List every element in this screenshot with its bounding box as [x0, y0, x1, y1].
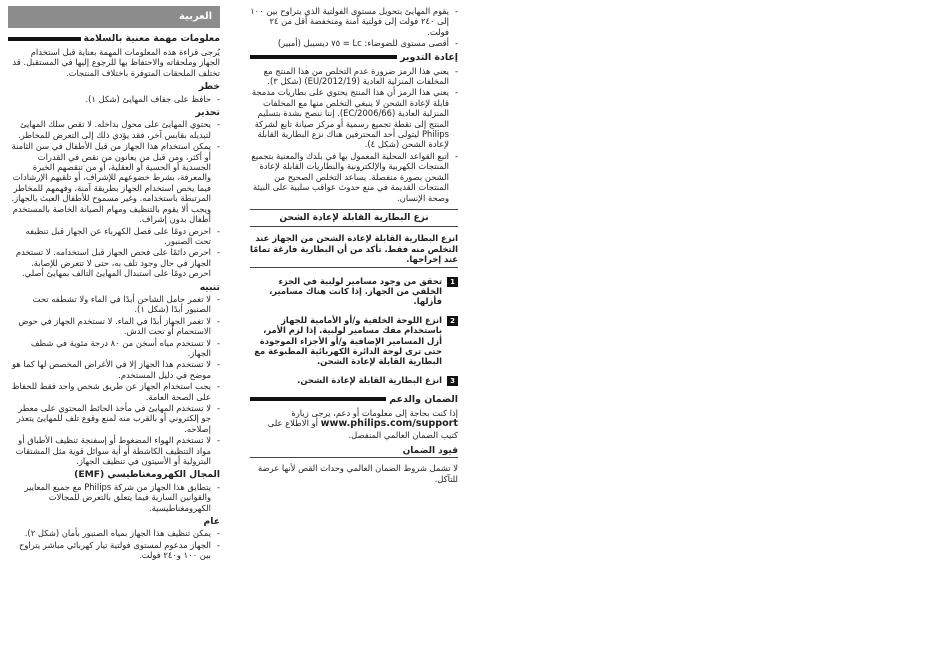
danger-list — [8, 94, 220, 104]
list-item: - اتبع القواعد المحلية المعمول بها في بلدك والمعنية بتجميع المنتجات الكهربية والإلكترونية والبطاريات القابلة لإعادة الشحن بصورة منفصلة. يساعد التخلص الصحيح من المنتجات القديمة في منع حدوث عواقب سلبية على البيئة وصحة الإنسان. — [250, 151, 458, 203]
battery-title: نزع البطارية القابلة لإعادة الشحن — [250, 209, 458, 227]
warning-title: تحذير — [195, 107, 220, 119]
top-list — [250, 6, 458, 49]
warranty-text-a: إذا كنت بحاجة إلى معلومات أو دعم، يرجى زيارة — [291, 407, 458, 418]
caution-list — [8, 294, 220, 467]
recycling-list — [250, 66, 458, 203]
safety-intro: يُرجى قراءة هذه المعلومات المهمة بعناية قبل استخدام الجهاز وملحقاته والاحتفاظ بها للرجوع إليها في المستقبل. قد تختلف الملحقات المتوفرة باختلاف المنتجات. — [12, 47, 220, 78]
list-item: - يحتوي المهايئ على محول بداخله. لا تقص سلك المهايئ لتبديله بقابس آخر، فقد يؤدي ذلك إلى التعرض للمخاطر. — [8, 119, 220, 140]
battery-intro: انزع البطارية القابلة لإعادة الشحن من الجهاز عند التخلص منه فقط. تأكد من أن البطارية فارغة تمامًا عند إخراجها. — [250, 233, 458, 267]
step-2 — [250, 315, 458, 367]
danger-title: خطر — [198, 81, 220, 93]
limits-title: قيود الضمان — [250, 446, 458, 458]
section-bar — [250, 397, 386, 401]
list-item: - يعني هذا الرمز ضرورة عدم التخلص من هذا المنتج مع المخلفات المنزلية العادية (2012/19/EU) (شكل ٣). — [250, 66, 458, 87]
step-1 — [250, 276, 458, 307]
list-item: - لا تستخدم المهايئ في مأخذ الحائط المحتوي على معطر جو إلكتروني أو بالقرب منه لمنع وقوع تلف للمهايئ يتعذر إصلاحه. — [8, 403, 220, 434]
left-column — [8, 6, 220, 562]
right-column — [250, 6, 458, 486]
list-item: - لا تستخدم مياه أسخن من ٨٠ درجة مئوية في شطف الجهاز. — [8, 338, 220, 359]
step-3 — [250, 375, 458, 386]
section-bar — [8, 37, 81, 41]
list-item: - الجهاز مدعوم لمستوى فولتية تيار كهربائي مباشر يتراوح بين ١٠٠ و٢٤٠ فولت. — [8, 540, 220, 561]
warranty-text — [250, 408, 458, 440]
language-tab: العربية — [8, 6, 220, 28]
general-list — [8, 528, 220, 560]
recycling-title-text: إعادة التدوير — [400, 51, 458, 63]
list-item: - احرص دائمًا على فحص الجهاز قبل استخدامه. لا تستخدم الجهاز في حال وجود تلف به، حتى لا تتعرض للإصابة. احرص دومًا على استبدال المهايئ التالف بمهايئ أصلي. — [8, 247, 220, 278]
step-number: 1 — [447, 277, 458, 287]
list-item: - لا تغمر الجهاز أبدًا في الماء. لا تستخدم الجهاز في حوض الاستحمام أو تحت الدش. — [8, 316, 220, 337]
limits-text: لا تشمل شروط الضمان العالمي وحدات القص لأنها عرضة للتآكل. — [258, 463, 458, 484]
list-item: - لا تستخدم الهواء المضغوط أو إسفنجة تنظيف الأطباق أو مواد التنظيف الكاشطة أو أية سوائل قوية مثل المشتقات البترولية أو الأسيتون في تنظيف الجهاز. — [8, 435, 220, 466]
safety-title-text: معلومات مهمة معنية بالسلامة — [83, 33, 220, 44]
list-item: - يمكن تنظيف هذا الجهاز بمياه الصنبور بأمان (شكل ٢). — [8, 528, 220, 538]
list-item: - يتطابق هذا الجهاز من شركة Philips مع جميع المعايير والقوانين السارية فيما يتعلق بالتعرض للمجالات الكهرومغناطيسية. — [8, 482, 220, 513]
list-item: - أقصى مستوى للضوضاء: Lc = ٧٥ ديسيبل (أمبير) — [250, 38, 458, 48]
general-title: عام — [203, 516, 220, 528]
list-item: - يمكن استخدام هذا الجهاز من قبل الأطفال في سن الثامنة أو أكثر، ومن قبل من يعانون من نقص في القدرات الجسدية أو الحسية أو العقلية، أو من تنقصهم الخبرة والمعرفة، بشرط خضوعهم للإشراف، أو تلقيهم الإرشادات فيما يخص استخدام الجهاز بطريقة آمنة، وفهمهم للمخاطر المرتبطة باستخدامه. وغير مسموح للأطفال العبث بالجهاز. ويجب ألا يقوم بالتنظيف ومهام الصيانة الخاصة بالمستخدم أطفال بدون إشراف. — [8, 141, 220, 224]
step-text: انزع البطارية القابلة لإعادة الشحن. — [297, 374, 442, 385]
recycling-section-title — [250, 52, 458, 63]
caution-title: تنبيه — [199, 281, 220, 293]
step-text: تحقق من وجود مسامير لولبية في الجزء الخلفي من الجهاز. إذا كانت هناك مسامير، فأزلها. — [269, 275, 442, 307]
emf-title: المجال الكهرومغناطيسي (EMF) — [74, 469, 220, 481]
list-item: - لا تغمر حامل الشاحن أبدًا في الماء ولا تشطفه تحت الصنبور أبدًا (شكل ١). — [8, 294, 220, 315]
list-item: - يجب استخدام الجهاز عن طريق شخص واحد فقط للحفاظ على الصحة العامة. — [8, 381, 220, 402]
step-number: 3 — [447, 376, 458, 386]
list-item: - يعني هذا الرمز أن هذا المنتج يحتوي على بطاريات مدمجة قابلة لإعادة الشحن لا ينبغي التخلص منها مع المخلفات المنزلية العادية (2006/66/EC). إننا ننصح بشدة بتسليم المنتج إلى نقطة تجميع رسمية أو مركز صيانة تابع لشركة Philips ليتولى أحد المحترفين هناك نزع البطارية القابلة لإعادة الشحن (شكل ٤). — [250, 87, 458, 149]
emf-list — [8, 482, 220, 513]
list-item: - يقوم المهايئ بتحويل مستوى الفولتية الذي يتراوح بين ١٠٠ إلى ٢٤٠ فولت إلى فولتية آمنة ومنخفضة أقل من ٢٤ فولت. — [250, 6, 458, 37]
list-item: - لا تستخدم هذا الجهاز إلا في الأغراض المخصص لها كما هو موضح في دليل المستخدم. — [8, 359, 220, 380]
warranty-text-b: أو الاطلاع على كتيب الضمان العالمي المنفصل. — [267, 418, 458, 440]
warranty-section-title — [250, 394, 458, 405]
section-bar — [250, 55, 397, 59]
warranty-title-text: الضمان والدعم — [389, 393, 458, 405]
safety-section-title — [8, 33, 220, 44]
step-text: انزع اللوحة الخلفية و/أو الأمامية للجهاز باستخدام مفك مسامير لولبية. إذا لزم الأمر، أزل المسامير الإضافية و/أو الأجزاء الموجودة حتى ترى لوحة الدائرة الكهربائية المطبوعة مع البطارية القابلة لإعادة الشحن. — [254, 314, 442, 367]
list-item: - حافظ على جفاف المهايئ (شكل ١). — [8, 94, 220, 104]
step-number: 2 — [447, 316, 458, 326]
warning-list — [8, 119, 220, 278]
support-link[interactable]: www.philips.com/support — [320, 418, 458, 430]
list-item: - احرص دومًا على فصل الكهرباء عن الجهاز قبل تنظيفه تحت الصنبور. — [8, 226, 220, 247]
